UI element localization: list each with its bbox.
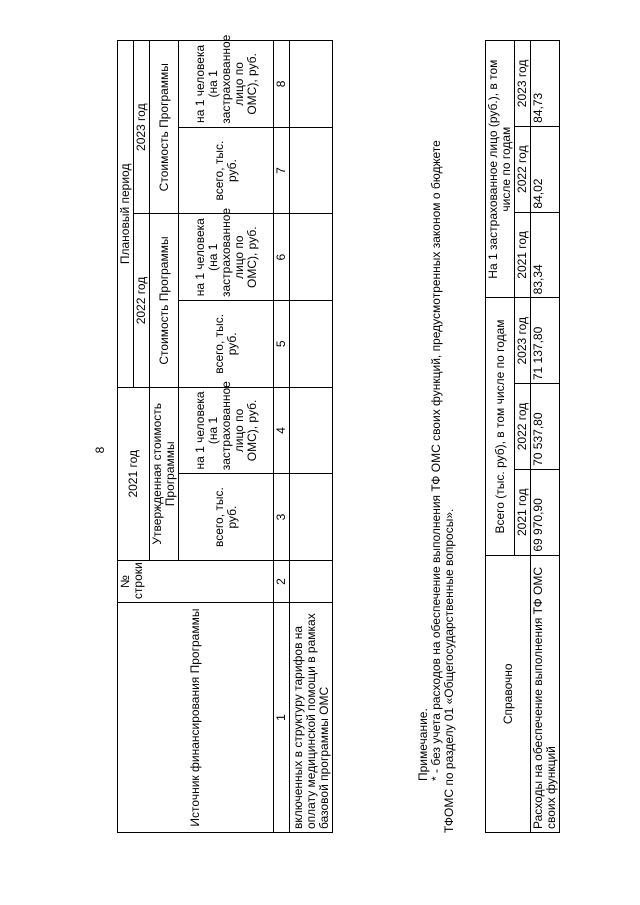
value-cell: 84,02 (531, 126, 560, 212)
header-total-2023: всего, тыс. руб. (179, 127, 274, 214)
value-cell: 69 970,90 (531, 469, 560, 555)
table-cell (290, 127, 333, 214)
header-cost-2022: Стоимость Программы (150, 214, 179, 387)
year-header: 2022 год (515, 126, 531, 212)
value-cell: 84,73 (531, 41, 560, 127)
header-2023: 2023 год (134, 41, 150, 214)
table-cell (290, 387, 333, 474)
header-total-2021: всего, тыс. руб. (179, 474, 274, 561)
rotated-page-content (0, 5, 640, 865)
table-cell (290, 301, 333, 388)
header-2022: 2022 год (134, 214, 150, 387)
year-header: 2023 год (515, 298, 531, 384)
note-title: Примечание. (416, 708, 430, 781)
header-per-insured-by-years: На 1 застрахованное лицо (руб.), в том числе по годам (486, 41, 515, 298)
row-label: включенных в структуру тарифов на оплату медицинской помощи в рамках базовой программы ОМС (290, 603, 333, 833)
column-number: 3 (274, 474, 290, 561)
column-number: 5 (274, 301, 290, 388)
column-number: 8 (274, 41, 290, 128)
year-header: 2023 год (515, 41, 531, 127)
table-cell (290, 214, 333, 301)
table-cell (290, 560, 333, 602)
header-total-by-years: Всего (тыс. руб), в том числе по годам (486, 298, 515, 555)
column-number: 6 (274, 214, 290, 301)
year-header: 2021 год (515, 469, 531, 555)
value-cell: 83,34 (531, 212, 560, 298)
note-line: ТФОМС по разделу 01 «Общегосударственные вопросы». (442, 508, 456, 833)
header-per-person-2022: на 1 человека (на 1 застрахованное лицо по ОМС), руб. (179, 214, 274, 301)
column-number: 4 (274, 387, 290, 474)
header-total-2022: всего, тыс. руб. (179, 301, 274, 388)
note-block (417, 33, 456, 833)
table-cell (290, 474, 333, 561)
page-number: 8 (93, 446, 107, 454)
column-number: 1 (274, 603, 290, 833)
year-header: 2021 год (515, 212, 531, 298)
program-cost-table (117, 34, 333, 833)
header-approved-cost: Утвержденная стоимость Программы (150, 387, 179, 560)
header-per-person-2023: на 1 человека (на 1 застрахованное лицо по ОМС), руб. (179, 41, 274, 128)
header-2021: 2021 год (118, 387, 150, 560)
column-number: 7 (274, 127, 290, 214)
header-reference: Справочно (486, 555, 531, 832)
header-per-person-2021: на 1 человека (на 1 застрахованное лицо по ОМС), руб. (179, 387, 274, 474)
note-line: * - без учета расходов на обеспечение выполнения ТФ ОМС своих функций, предусмотренных законом о бюджете (429, 140, 443, 781)
header-source: Источник финансирования Программы (118, 603, 274, 833)
year-header: 2022 год (515, 384, 531, 470)
header-planned-period: Плановый период (118, 41, 134, 388)
header-row-number: № строки (118, 560, 274, 602)
column-number: 2 (274, 560, 290, 602)
row-label: Расходы на обеспечение выполнения ТФ ОМС своих функций (531, 555, 560, 832)
header-cost-2023: Стоимость Программы (150, 41, 179, 214)
value-cell: 71 137,80 (531, 298, 560, 384)
value-cell: 70 537,80 (531, 384, 560, 470)
table-cell (290, 41, 333, 128)
reference-table (485, 40, 560, 833)
